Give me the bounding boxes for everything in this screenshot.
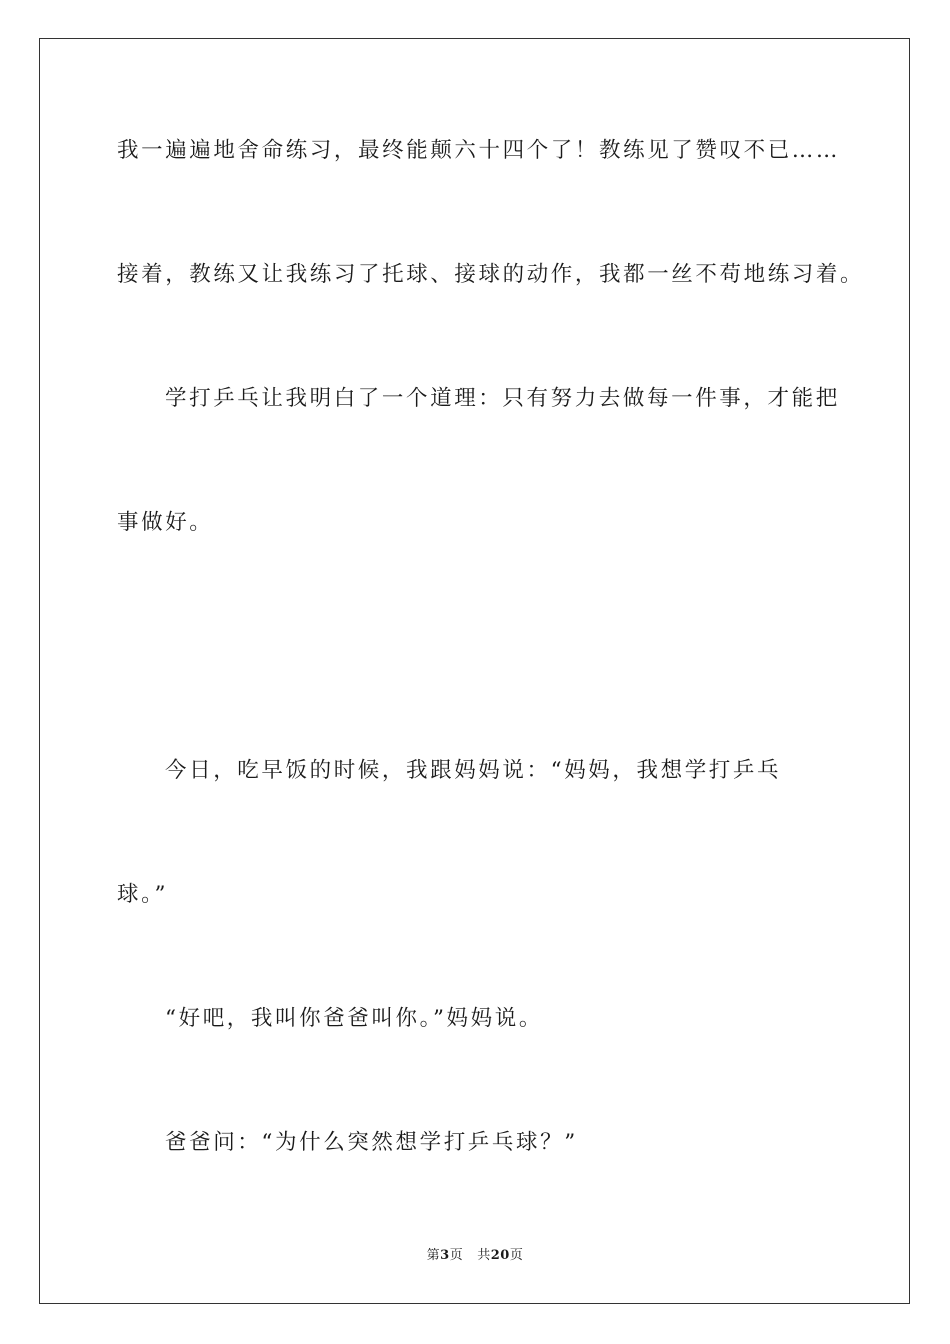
body-line-4: 事做好。	[117, 510, 214, 535]
body-line-8: 爸爸问：“为什么突然想学打乒乓球？”	[165, 1130, 578, 1155]
body-line-1: 我一遍遍地舍命练习，最终能颠六十四个了！教练见了赞叹不已……	[117, 138, 841, 163]
page-prefix: 第	[426, 1248, 441, 1263]
page-border	[39, 38, 910, 1304]
body-line-5: 今日，吃早饭的时候，我跟妈妈说：“妈妈，我想学打乒乓	[165, 758, 782, 783]
body-line-3: 学打乒乓让我明白了一个道理：只有努力去做每一件事，才能把	[165, 386, 840, 411]
page-current: 3	[440, 1248, 450, 1263]
body-line-7: “好吧，我叫你爸爸叫你。”妈妈说。	[165, 1006, 543, 1031]
body-line-6: 球。”	[117, 882, 169, 907]
page-total: 20	[490, 1248, 510, 1263]
total-suffix: 页	[509, 1248, 524, 1263]
total-prefix: 共	[477, 1248, 491, 1263]
body-line-2: 接着，教练又让我练习了托球、接球的动作，我都一丝不苟地练习着。	[117, 262, 865, 287]
page-footer	[0, 1246, 950, 1266]
page-suffix: 页	[449, 1248, 464, 1263]
